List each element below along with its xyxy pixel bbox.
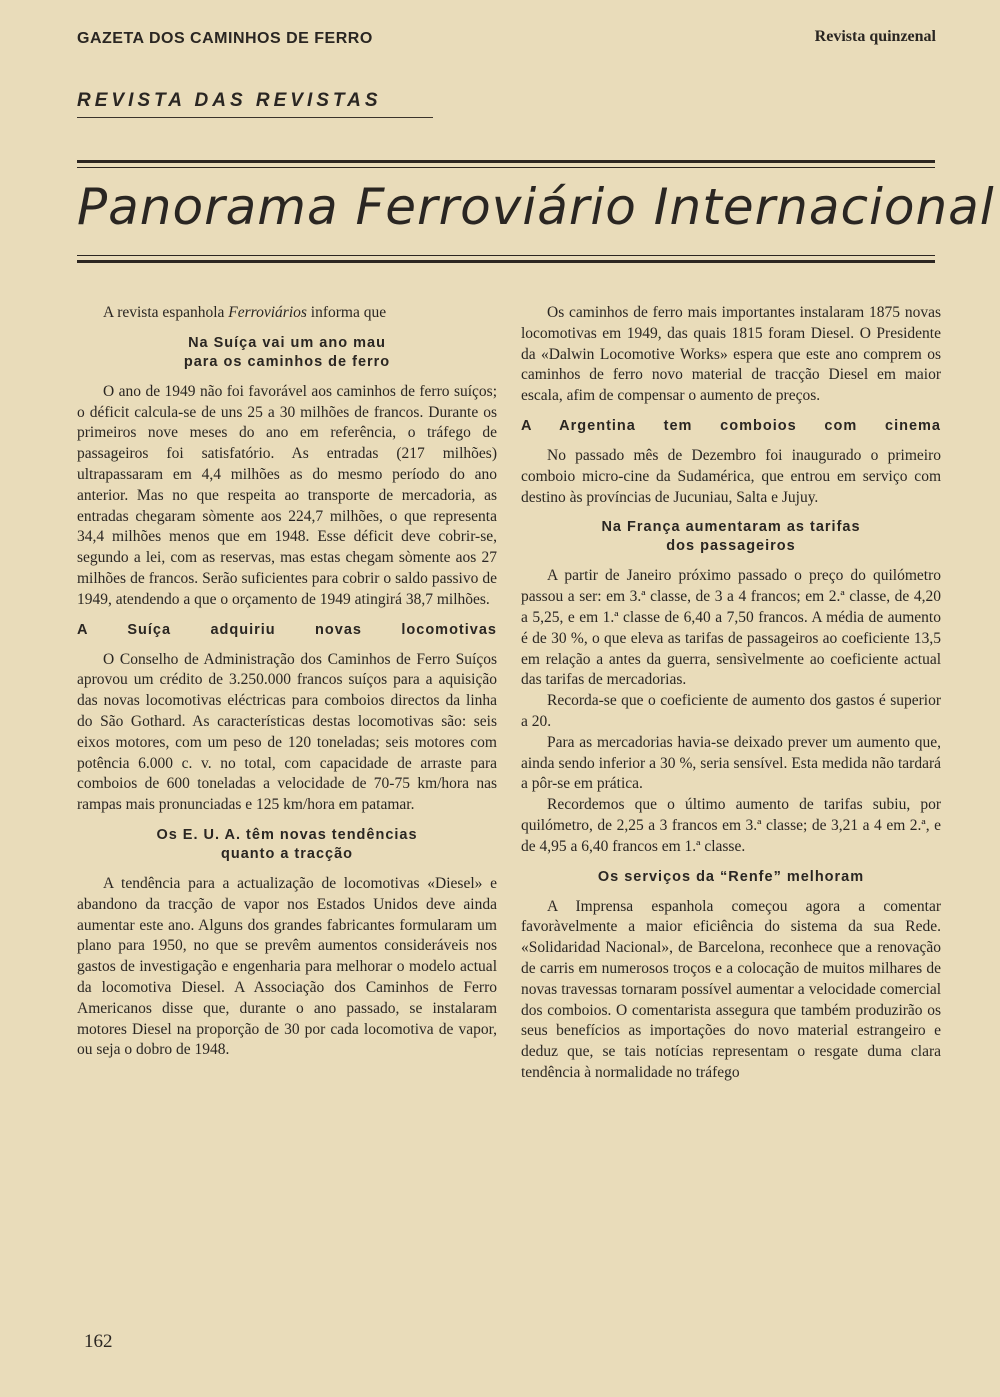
subheading-line: Na Suíça vai um ano mau [188,334,386,351]
subheading-suica-ano-mau [77,334,497,372]
title-top-rule-thick [77,160,935,163]
article-title: Panorama Ferroviário Internacional [77,178,995,236]
subheading-franca-tarifas [521,518,941,556]
publication-name: GAZETA DOS CAMINHOS DE FERRO [77,30,373,47]
right-column [521,303,941,1084]
paragraph: A tendência para a actualização de locomotivas «Diesel» e abandono da tracção de vapor nos Estados Unidos deve ainda aumentar este ano. Alguns dos grandes fabricantes formularam um plano para 1950, no que se prevêm aumentos consideráveis nos gastos de investigação e engenharia para melhorar o modelo actual da locomotiva Diesel. A Associação dos Caminhos de Ferro Americanos disse que, durante o ano passado, se instalaram motores Diesel na proporção de 30 por cada locomotiva de vapor, ou seja o dobro de 1948. [77,874,497,1059]
left-column [77,303,497,1061]
subheading-line: dos passageiros [666,538,796,555]
paragraph: No passado mês de Dezembro foi inaugurado o primeiro comboio micro-cine da Sudamérica, que entrou em serviço com destino às províncias de Jucuniau, Salta e Jujuy. [521,446,941,506]
paragraph: Os caminhos de ferro mais importantes instalaram 1875 novas locomotivas em 1949, das quais 1815 foram Diesel. O Presidente da «Dalwin Locomotive Works» espera que este ano comprem os caminhos de ferro novo material de tracção Diesel em maior escala, afim de compensar o aumento de preços. [521,304,941,405]
paragraph: Recorda-se que o coeficiente de aumento dos gastos é superior a 20. [521,692,941,730]
section-label: REVISTA DAS REVISTAS [77,90,382,111]
subheading-suica-locomotivas: A Suíça adquiriu novas locomotivas [77,621,497,638]
title-top-rule-thin [77,167,935,168]
paragraph: Recordemos que o último aumento de tarifas subiu, por quilómetro, de 2,25 a 3 francos em 3.ª classe; de 3,21 a 4 em 2.ª, e de 4,95 a 6,40 francos em 1.ª classe. [521,796,941,855]
subheading-line: para os caminhos de ferro [183,353,391,370]
publication-frequency: Revista quinzenal [814,28,936,45]
paragraph: O Conselho de Administração dos Caminhos de Ferro Suíços aprovou um crédito de 3.250.000 francos suíços para a aquisição das novas locomotivas eléctricas para comboios directos da linha do São Gothard. As características destas locomotivas são: seis eixos motores, com um peso de 120 toneladas; seis motores com potência 6.000 c. v. no total, com capacidade de arraste para comboios de 600 toneladas a velocidade de 70-75 km/hora nas rampas mais pronunciadas e 125 km/hora em patamar. [77,650,497,814]
page-number: 162 [84,1331,113,1352]
subheading-renfe: Os serviços da “Renfe” melhoram [597,868,865,885]
intro-text-start: A revista espanhola [103,304,229,321]
paragraph: Para as mercadorias havia-se deixado prever um aumento que, ainda sendo inferior a 30 %, seria sensível. Esta medida não tardará a pôr-se em prática. [521,733,941,793]
intro-paragraph [77,303,497,324]
subheading-line: quanto a tracção [220,845,354,862]
intro-text-end: informa que [306,304,387,321]
section-underline [77,117,433,118]
subheading-argentina-cinema: A Argentina tem comboios com cinema [521,417,941,434]
subheading-line: Os E. U. A. têm novas tendências [156,826,418,843]
paragraph: A partir de Janeiro próximo passado o preço do quilómetro passou a ser: em 3.ª classe, de 3 a 4 francos; em 2.ª classe, de 4,20 a 5,25, e em 1.ª classe de 6,40 a 7,50 francos. A média de aumento é de 30 %, o que eleva as tarifas de passageiros ao coeficiente 13,5 em relação a antes da guerra, sensìvelmente ao coeficiente actual das tarifas de mercadorias. [521,567,941,689]
magazine-name: Ferroviários [228,304,307,321]
title-bottom-rule-thin [77,255,935,256]
title-bottom-rule-thick [77,260,935,263]
subheading-eua-tendencias [77,826,497,864]
subheading-line: Na França aumentaram as tarifas [601,519,861,536]
paragraph: A Imprensa espanhola começou agora a comentar favoràvelmente a maior eficiência do sistema da sua Rede. «Solidaridad Nacional», de Barcelona, reconhece que a renovação de carris em numerosos troços e a colocação de muitos milhares de novas travessas tornaram possível aumentar a velocidade comercial dos comboios. O comentarista assegura que também produzirão os seus benefícios as importações do novo material estrangeiro e deduz que, se tais notícias representam o resgate duma clara tendência à normalidade no tráfego [521,897,941,1081]
paragraph: O ano de 1949 não foi favorável aos caminhos de ferro suíços; o déficit calcula-se de uns 25 a 30 milhões de francos. Durante os primeiros nove meses do ano em referência, o tráfego de passageiros foi satisfatório. As entradas (217 milhões) ultrapassaram em 4,4 milhões as do mesmo período do ano anterior. Mas no que respeita ao transporte de mercadoria, as entradas chegaram sòmente aos 224,7 milhões, o que representa 34,4 milhões menos que em 1948. Esse déficit deve cobrir-se, segundo a lei, com as reservas, mas estas chegam sòmente aos 27 milhões de francos. Serão suficientes para cobrir o saldo passivo de 1949, atendendo a que o orçamento de 1949 atingirá 38,7 milhões. [77,382,497,608]
